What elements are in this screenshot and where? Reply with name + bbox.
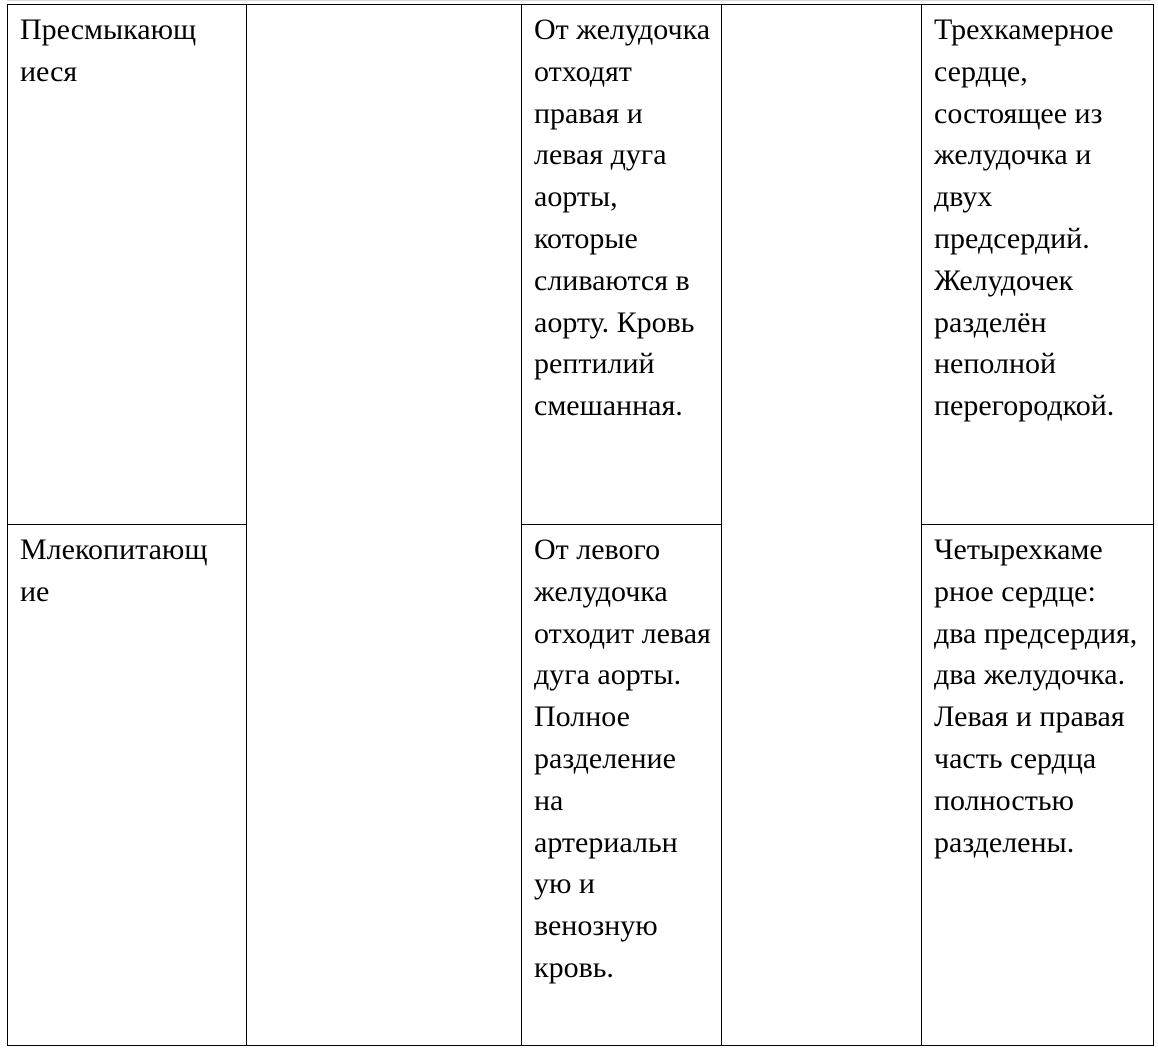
table-cell-heart — [922, 525, 1154, 1046]
table-cell-group — [8, 525, 247, 1046]
table-cell-empty — [247, 5, 522, 1046]
top-rule — [7, 0, 1151, 1]
group-name: Млекопитающ ие — [20, 533, 208, 608]
comparison-table — [7, 4, 1154, 1046]
arteries-text: От желудочка отходят правая и левая дуга аорты, которые сливаются в аорту. Кровь рептилий смешанная. — [534, 13, 711, 423]
table-row — [8, 525, 1154, 1046]
heart-text: Четырехкаме рное сердце: два предсердия, два желудочка. Левая и правая часть сердца полностью разделены. — [934, 533, 1138, 859]
table-cell-arteries — [522, 5, 722, 525]
table-cell-group — [8, 5, 247, 525]
table-cell-arteries — [522, 525, 722, 1046]
arteries-text: От левого желудочка отходит левая дуга аорты. Полное разделение на артериальн ую и венозную кровь. — [534, 533, 711, 984]
table-cell-empty — [722, 5, 922, 1046]
table-row — [8, 5, 1154, 525]
table-cell-heart — [922, 5, 1154, 525]
group-name: Пресмыкающ иеся — [20, 13, 197, 88]
heart-text: Трехкамерное сердце, состоящее из желудочка и двух предсердий. Желудочек разделён неполной перегородкой. — [934, 13, 1115, 423]
